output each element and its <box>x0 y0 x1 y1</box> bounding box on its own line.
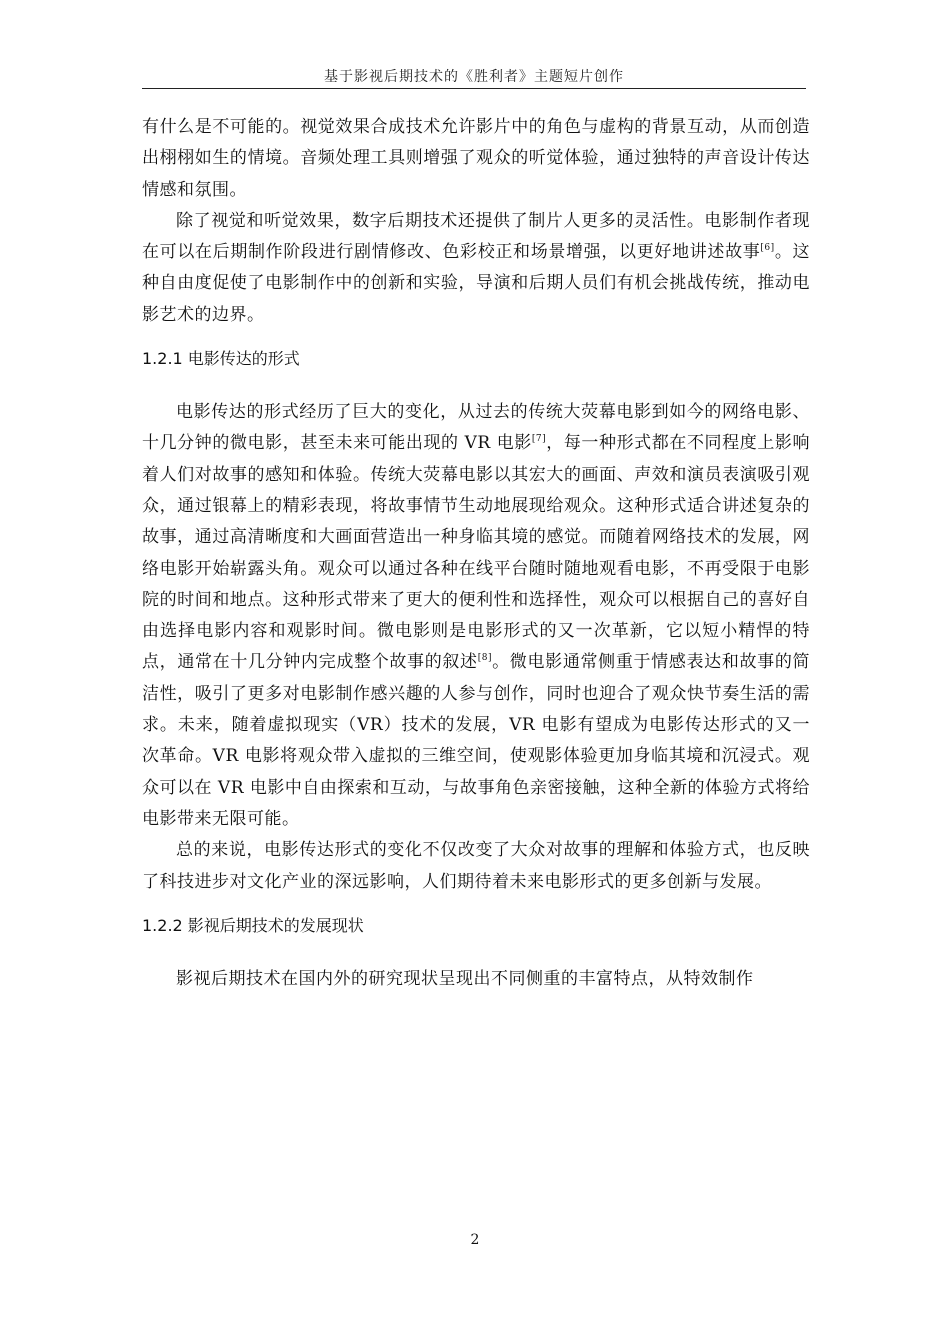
section-heading-1-2-1: 1.2.1 电影传达的形式 <box>142 349 300 369</box>
section-heading-1-2-2: 1.2.2 影视后期技术的发展现状 <box>142 915 364 935</box>
citation-ref-7[interactable]: [7] <box>531 434 547 445</box>
header-divider <box>142 88 806 89</box>
paragraph-text: 。微电影通常侧重于情感表达和故事的简洁性，吸引了更多对电影制作感兴趣的人参与创作，同时也迎合了观众快节奏生活的需求。未来，随着虚拟现实（VR）技术的发展，VR 电影有望成为电影传达形式的又一次革命。VR 电影将观众带入虚拟的三维空间，使观影体验更加身临其境和沉浸式。观众可以在 VR 电影中自由探索和互动，与故事角色亲密接触，这种全新的体验方式将给电影带来无限可能。 <box>142 652 811 829</box>
paragraph-text: 。这种自由度促使了电影制作中的创新和实验，导演和后期人员们有机会挑战传统，推动电影艺术的边界。 <box>142 242 811 325</box>
citation-ref-8[interactable]: [8] <box>477 653 492 664</box>
paragraph-flexibility <box>142 206 810 331</box>
paragraph-continued: 有什么是不可能的。视觉效果合成技术允许影片中的角色与虚构的背景互动，从而创造出栩栩如生的情境。音频处理工具则增强了观众的听觉体验，通过独特的声音设计传达情感和氛围。 <box>142 117 810 200</box>
paragraph-post-production-status: 影视后期技术在国内外的研究现状呈现出不同侧重的丰富特点，从特效制作 <box>176 968 754 989</box>
citation-ref-6[interactable]: [6] <box>760 243 775 254</box>
paragraph-text: 除了视觉和听觉效果，数字后期技术还提供了制片人更多的灵活性。电影制作者现在可以在后期制作阶段进行剧情修改、色彩校正和场景增强，以更好地讲述故事 <box>142 210 810 263</box>
page-body <box>142 112 810 995</box>
page-number: 2 <box>470 1232 480 1248</box>
paragraph-text: 电影传达的形式经历了巨大的变化，从过去的传统大荧幕电影到如今的网络电影、十几分钟的微电影，甚至未来可能出现的 VR 电影 <box>142 402 810 454</box>
running-header: 基于影视后期技术的《胜利者》主题短片创作 <box>324 69 624 85</box>
paragraph-film-forms <box>142 397 810 835</box>
paragraph-text: ，每一种形式都在不同程度上影响着人们对故事的感知和体验。传统大荧幕电影以其宏大的画面、声效和演员表演吸引观众，通过银幕上的精彩表现，将故事情节生动地展现给观众。这种形式适合讲述复杂的故事，通过高清晰度和大画面营造出一种身临其境的感觉。而随着网络技术的发展，网络电影开始崭露头角。观众可以通过各种在线平台随时随地观看电影，不再受限于电影院的时间和地点。这种形式带来了更大的便利性和选择性，观众可以根据自己的喜好自由选择电影内容和观影时间。微电影则是电影形式的又一次革新，它以短小精悍的特点，通常在十几分钟内完成整个故事的叙述 <box>142 433 811 673</box>
paragraph-summary: 总的来说，电影传达形式的变化不仅改变了大众对故事的理解和体验方式，也反映了科技进步对文化产业的深远影响，人们期待着未来电影形式的更多创新与发展。 <box>142 840 810 892</box>
